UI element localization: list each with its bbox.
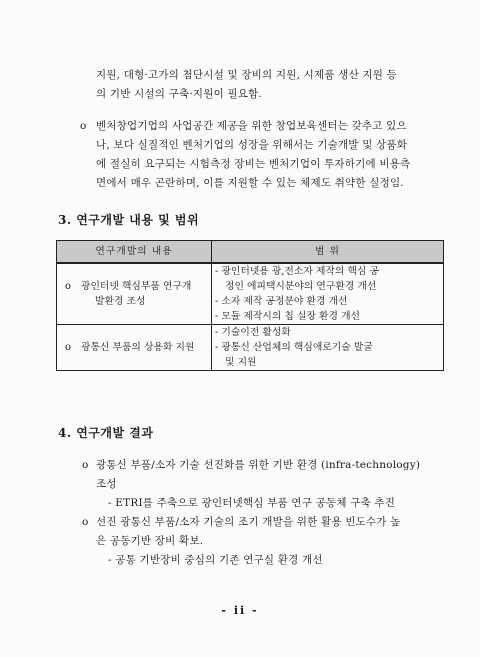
page-number: - ii -: [221, 604, 259, 617]
table-row: [57, 263, 444, 325]
paragraph-line: 벤처창업기업의 사업공간 제공을 위한 창업보육센터는 갖추고 있으: [96, 120, 407, 132]
scope-line: 정인 에피택시분야의 연구환경 개선: [225, 281, 377, 292]
result-sub-item: - 공통 기반장비 중심의 기존 연구실 환경 개선: [108, 554, 323, 566]
scope-line: - 기술이전 활성화: [215, 327, 291, 338]
result-line: 은 공동기반 장비 확보.: [96, 535, 204, 547]
paragraph-line: 나, 보다 실질적인 벤처기업의 성장을 위해서는 기술개발 및 상품화: [96, 139, 408, 151]
scope-line: - 모듈 제작시의 칩 실장 환경 개선: [215, 311, 361, 322]
content-cell: [57, 325, 212, 371]
content-line: 광인터넷 핵심부품 연구개: [81, 281, 192, 292]
column-header-content: 연구개발의 내용: [57, 241, 212, 264]
paragraph-line: 에 절실히 요구되는 시험측정 장비는 벤처기업이 투자하기에 비용측: [96, 158, 411, 170]
bullet-marker: o: [82, 516, 89, 528]
bullet-marker: o: [80, 120, 87, 132]
bullet-marker: o: [65, 342, 71, 353]
column-header-scope: 범 위: [212, 241, 444, 264]
table-row: [57, 325, 444, 371]
table-header-row: [57, 241, 444, 264]
scope-line: - 광인터넷용 광,전소자 제작의 핵심 공: [215, 266, 379, 277]
paragraph-line: 지원, 대형·고가의 첨단시설 및 장비의 지원, 시제품 생산 지원 등: [96, 69, 398, 81]
bullet-marker: o: [82, 459, 89, 471]
scope-line: 및 지원: [225, 357, 257, 368]
scope-cell: [212, 325, 444, 371]
result-sub-item: - ETRI를 주축으로 광인터넷핵심 부품 연구 공동체 구축 추진: [108, 497, 396, 509]
content-line: 발환경 조성: [95, 296, 146, 307]
scope-line: - 광통신 산업체의 핵심애로기술 발굴: [215, 342, 373, 353]
section-heading: 3. 연구개발 내용 및 범위: [58, 213, 200, 227]
content-line: 광통신 부품의 상용화 지원: [81, 342, 195, 353]
content-cell: [57, 263, 212, 325]
result-line: 광통신 부품/소자 기술 선진화를 위한 기반 환경 (infra-technology): [96, 459, 421, 471]
result-line: 조성: [96, 478, 117, 490]
result-line: 선진 광통신 부품/소자 기술의 조기 개발을 위한 활용 빈도수가 높: [96, 516, 401, 528]
section-heading: 4. 연구개발 결과: [58, 426, 154, 440]
bullet-marker: o: [65, 281, 71, 292]
scope-line: - 소자 제작 공정분야 환경 개선: [215, 296, 348, 307]
research-scope-table: [56, 240, 444, 371]
scope-cell: [212, 263, 444, 325]
paragraph-line: 의 기반 시설의 구축·지원이 필요함.: [96, 88, 263, 100]
paragraph-line: 면에서 매우 곤란하며, 이를 지원할 수 있는 체제도 취약한 실정임.: [96, 177, 404, 189]
